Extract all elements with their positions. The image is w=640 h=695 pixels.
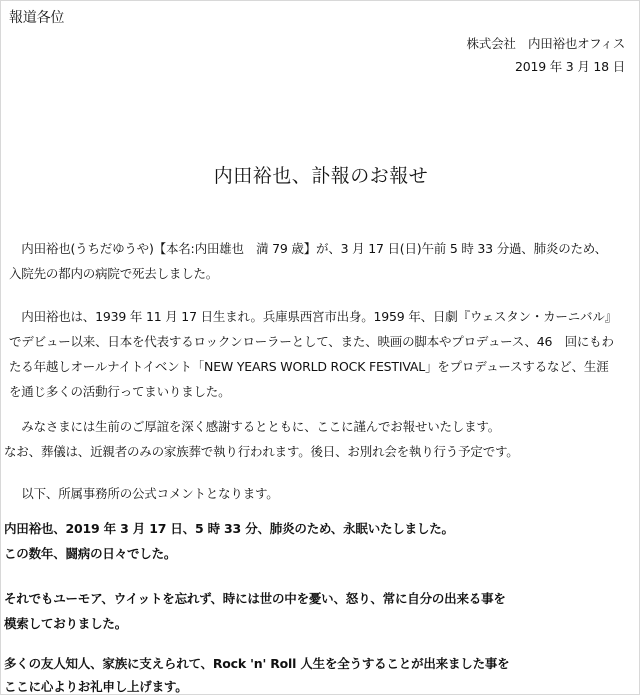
sender-company: 株式会社 内田裕也オフィス [466,36,625,51]
paragraph-line: でデビュー以来、日本を代表するロックンローラーとして、また、映画の脚本やプロデュース、46 回にもわ [9,334,614,349]
comment-line: 模索しておりました。 [4,616,128,631]
paragraph-line: みなさまには生前のご厚誼を深く感謝するとともに、ここに謹んでお報せいたします。 [9,419,501,434]
comment-line: それでもユーモア、ウイットを忘れず、時には世の中を憂い、怒り、常に自分の出来る事を [4,591,506,606]
paragraph-line: 入院先の都内の病院で死去しました。 [9,266,219,281]
paragraph-line: 内田裕也(うちだゆうや)【本名:内田雄也 満 79 歳】が、3 月 17 日(日)午前 5 時 33 分過、肺炎のため、 [9,241,607,256]
comment-line: この数年、闘病の日々でした。 [4,546,177,561]
comment-line: ここに心よりお礼申し上げます。 [4,679,188,694]
paragraph-line: たる年越しオールナイトイベント「NEW YEARS WORLD ROCK FESTIVAL」をプロデュースするなど、生涯 [9,359,609,374]
release-date: 2019 年 3 月 18 日 [514,59,625,74]
document-title: 内田裕也、訃報のお報せ [213,165,429,187]
paragraph-line: 以下、所属事務所の公式コメントとなります。 [9,486,279,501]
comment-line: 内田裕也、2019 年 3 月 17 日、5 時 33 分、肺炎のため、永眠いたしました。 [4,521,454,536]
paragraph-line: を通じ多くの活動行ってまいりました。 [9,384,231,399]
paragraph-line: 内田裕也は、1939 年 11 月 17 日生まれ。兵庫県西宮市出身。1959 年、日劇『ウェスタン・カーニバル』 [9,309,617,324]
paragraph-line: なお、葬儀は、近親者のみの家族葬で執り行われます。後日、お別れ会を執り行う予定です。 [4,444,519,459]
addressee: 報道各位 [9,10,65,26]
comment-line: 多くの友人知人、家族に支えられて、Rock 'n' Roll 人生を全うすることが出来ました事を [4,656,510,671]
